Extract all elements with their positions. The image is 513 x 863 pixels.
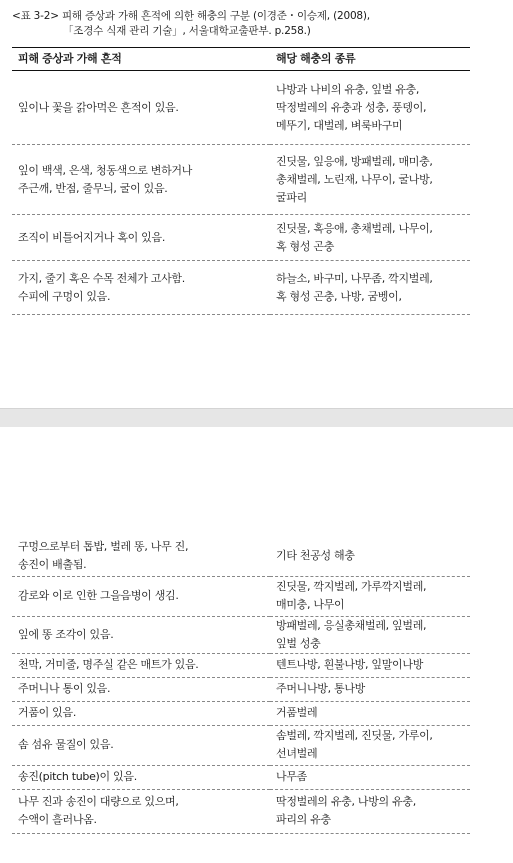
- pests-cell-line: 잎벌 성충: [276, 636, 321, 650]
- table-body-page-2: [12, 536, 470, 833]
- pests-cell: [270, 576, 470, 616]
- header-symptom: 피해 증상과 가해 흔적: [12, 48, 270, 71]
- pests-cell-line: 방패벌레, 응실총채벌레, 잎벌레,: [276, 618, 427, 632]
- pests-cell: [270, 653, 470, 677]
- symptom-cell: [12, 145, 270, 215]
- pests-cell: [270, 725, 470, 765]
- table-row: [12, 145, 470, 215]
- pests-cell-line: 혹 형성 곤충, 나방, 굼벵이,: [276, 289, 402, 303]
- symptom-cell: [12, 725, 270, 765]
- pests-cell: [270, 677, 470, 701]
- pests-cell: [270, 215, 470, 261]
- pests-cell-line: 메뚜기, 대벌레, 벼룩바구미: [276, 118, 403, 132]
- pests-cell-line: 기타 천공성 해충: [276, 548, 355, 562]
- pests-cell-line: 딱정벌레의 유충과 성충, 풍뎅이,: [276, 100, 427, 114]
- pests-cell: [270, 536, 470, 576]
- symptom-cell-line: 천막, 거미줄, 명주실 같은 매트가 있음.: [18, 658, 199, 671]
- table-row: [12, 789, 470, 833]
- symptom-cell-line: 주머니나 통이 있음.: [18, 682, 111, 695]
- pests-cell: [270, 765, 470, 789]
- pests-cell-line: 거품벌레: [276, 706, 318, 719]
- symptom-cell-line: 송진(pitch tube)이 있음.: [18, 770, 137, 783]
- pests-cell-line: 진딧물, 잎응애, 방패벌레, 매미충,: [276, 154, 433, 168]
- pests-cell-line: 하늘소, 바구미, 나무좀, 깍지벌레,: [276, 271, 433, 285]
- pests-cell-line: 딱정벌레의 유충, 나방의 유충,: [276, 795, 416, 808]
- caption-line-2: 「조경수 식재 관리 기술」, 서울대학교출판부. p.258.): [63, 25, 311, 37]
- table-row: [12, 653, 470, 677]
- caption-line-1: <표 3-2> 피해 증상과 가해 흔적에 의한 해충의 구분 (이경준・이승제, (2008),: [12, 10, 370, 22]
- symptom-cell-line: 잎이 백색, 은색, 청동색으로 변하거나: [18, 163, 193, 177]
- pest-table-part-2: [12, 536, 470, 834]
- pests-cell: [270, 789, 470, 833]
- symptom-cell-line: 잎이나 꽃을 갉아먹은 흔적이 있음.: [18, 100, 179, 114]
- pests-cell-line: 나방과 나비의 유충, 잎벌 유충,: [276, 82, 420, 96]
- symptom-cell-line: 수피에 구멍이 있음.: [18, 289, 111, 303]
- symptom-cell: [12, 677, 270, 701]
- symptom-cell: [12, 653, 270, 677]
- pests-cell-line: 진딧물, 혹응애, 총채벌레, 나무이,: [276, 221, 433, 235]
- pests-cell-line: 굴파리: [276, 190, 307, 204]
- symptom-cell-line: 잎에 똥 조각이 있음.: [18, 627, 114, 641]
- pest-table-part-1: [12, 47, 470, 315]
- symptom-cell: [12, 71, 270, 145]
- table-row: [12, 215, 470, 261]
- pests-cell-line: 파리의 유충: [276, 813, 331, 826]
- symptom-cell: [12, 215, 270, 261]
- pests-cell: [270, 71, 470, 145]
- pests-cell: [270, 616, 470, 653]
- pests-cell-line: 진딧물, 깍지벌레, 가루깍지벌레,: [276, 580, 427, 593]
- symptom-cell-line: 구멍으로부터 톱밥, 벌레 똥, 나무 진,: [18, 539, 189, 553]
- symptom-cell-line: 나무 진과 송진이 대량으로 있으며,: [18, 795, 179, 808]
- header-pests: 해당 해충의 종류: [270, 48, 470, 71]
- pests-cell-line: 혹 형성 곤충: [276, 239, 335, 253]
- pests-cell: [270, 701, 470, 725]
- pests-cell-line: 나무좀: [276, 770, 307, 783]
- pests-cell-line: 주머니나방, 통나방: [276, 682, 366, 695]
- symptom-cell: [12, 765, 270, 789]
- symptom-cell: [12, 701, 270, 725]
- pests-cell-line: 총채벌레, 노린재, 나무이, 굴나방,: [276, 172, 433, 186]
- page-1: [0, 0, 513, 408]
- table-row: [12, 765, 470, 789]
- symptom-cell: [12, 536, 270, 576]
- table-row: [12, 725, 470, 765]
- pests-cell-line: 매미충, 나무이: [276, 598, 345, 611]
- table-row: [12, 616, 470, 653]
- symptom-cell-line: 송진이 배출됨.: [18, 557, 87, 571]
- symptom-cell-line: 가지, 줄기 혹은 수목 전체가 고사함.: [18, 271, 185, 285]
- symptom-cell: [12, 576, 270, 616]
- table-row: [12, 261, 470, 315]
- table-row: [12, 701, 470, 725]
- symptom-cell: [12, 261, 270, 315]
- pests-cell-line: 선녀벌레: [276, 747, 318, 760]
- table-row: [12, 677, 470, 701]
- symptom-cell-line: 주근깨, 반점, 줄무늬, 굴이 있음.: [18, 181, 168, 195]
- table-body-page-1: [12, 71, 470, 315]
- table-row: [12, 71, 470, 145]
- table-row: [12, 536, 470, 576]
- symptom-cell-line: 수액이 흘러나옴.: [18, 813, 97, 826]
- pests-cell-line: 솜벌레, 깍지벌레, 진딧물, 가루이,: [276, 729, 433, 742]
- pests-cell-line: 텐트나방, 흰불나방, 잎말이나방: [276, 658, 424, 671]
- pests-cell: [270, 145, 470, 215]
- symptom-cell-line: 솜 섬유 물질이 있음.: [18, 738, 114, 751]
- symptom-cell: [12, 789, 270, 833]
- table-header-row: [12, 48, 470, 71]
- symptom-cell-line: 거품이 있음.: [18, 706, 77, 719]
- symptom-cell-line: 감로와 이로 인한 그을음병이 생김.: [18, 589, 179, 602]
- symptom-cell-line: 조직이 비틀어지거나 혹이 있음.: [18, 230, 166, 244]
- page-separator: [0, 408, 513, 428]
- table-row: [12, 576, 470, 616]
- table-caption: [12, 9, 370, 39]
- symptom-cell: [12, 616, 270, 653]
- pests-cell: [270, 261, 470, 315]
